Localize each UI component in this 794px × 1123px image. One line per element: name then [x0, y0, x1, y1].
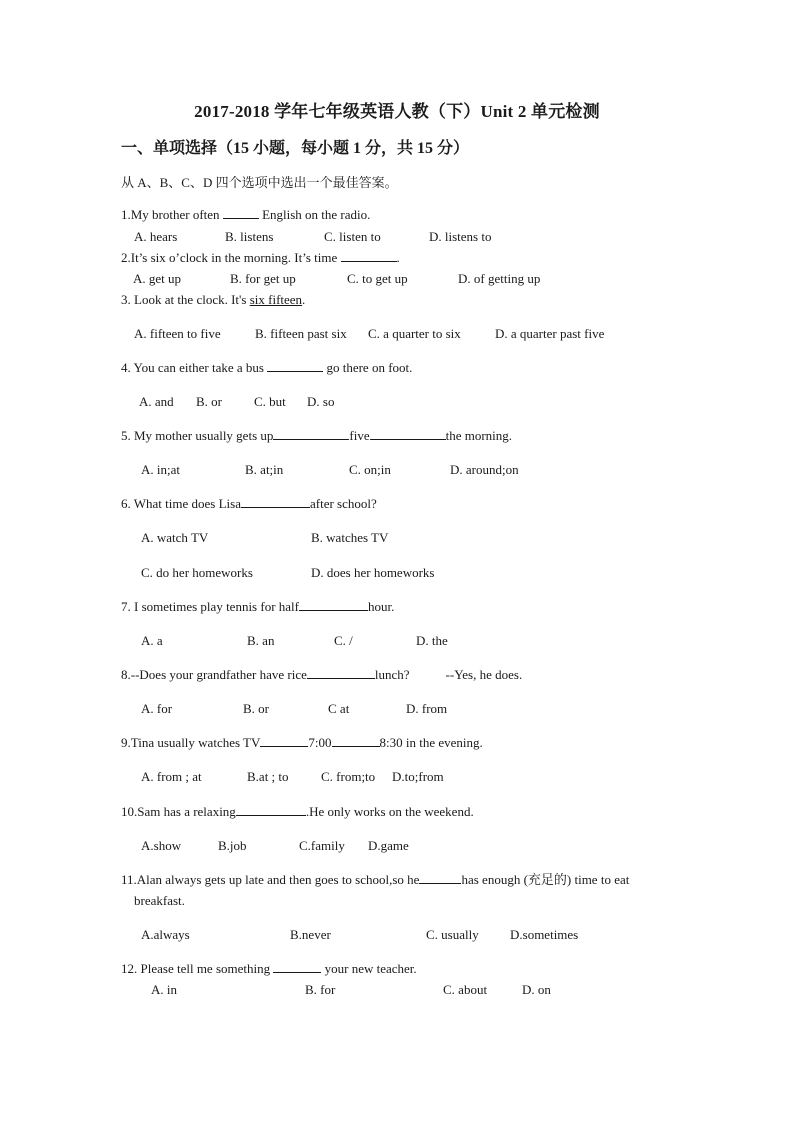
option-d: D.sometimes [510, 927, 579, 942]
q10-text-pre: 10.Sam has a relaxing [121, 804, 236, 819]
option-d: D. of getting up [458, 271, 541, 286]
q1-text-pre: 1.My brother often [121, 207, 223, 222]
q6-text-post: after school? [309, 496, 377, 511]
option-d: D. listens to [429, 229, 492, 244]
option-b: B. for [305, 982, 336, 997]
option-c: C. a quarter to six [368, 326, 461, 341]
option-c: C. from;to [321, 769, 376, 784]
page-title: 2017-2018 学年七年级英语人教（下）Unit 2 单元检测 [194, 102, 600, 121]
option-a: A. in;at [141, 462, 180, 477]
answer-blank [273, 960, 321, 973]
option-a: A. from ; at [141, 769, 202, 784]
q12-text-pre: 12. Please tell me something [121, 961, 274, 976]
option-d: D. so [307, 394, 335, 409]
answer-blank [419, 871, 461, 884]
answer-blank [341, 249, 397, 262]
q6-text-pre: 6. What time does Lisa [121, 496, 241, 511]
q2-text-post: . [396, 250, 400, 265]
option-d: D. on [522, 982, 551, 997]
option-b: B. watches TV [311, 530, 389, 545]
q3-text-post: . [302, 292, 306, 307]
option-c: C. to get up [347, 271, 408, 286]
q1-text-post: English on the radio. [258, 207, 371, 222]
option-c: C at [328, 701, 350, 716]
option-b: B.never [290, 927, 331, 942]
option-c: C.family [299, 838, 345, 853]
option-d: D. the [416, 633, 448, 648]
option-a: A. get up [133, 271, 182, 286]
answer-blank [267, 359, 323, 372]
answer-blank [273, 427, 349, 440]
option-b: B. at;in [245, 462, 284, 477]
q9-text-pre: 9.Tina usually watches TV [121, 735, 261, 750]
option-b: B.job [218, 838, 247, 853]
underlined-phrase: six fifteen [249, 292, 303, 307]
q3-text-pre: 3. Look at the clock. It's [121, 292, 250, 307]
question-5 [121, 427, 512, 445]
option-a: A. fifteen to five [134, 326, 221, 341]
answer-blank [332, 734, 380, 747]
question-9 [121, 734, 483, 752]
question-1 [121, 206, 370, 224]
option-c: C. do her homeworks [141, 565, 253, 580]
question-4 [121, 359, 412, 377]
option-a: A. and [139, 394, 174, 409]
option-c: C. about [443, 982, 488, 997]
option-c: C. but [254, 394, 286, 409]
option-b: B.at ; to [247, 769, 289, 784]
q8-answer-text: --Yes, he does. [445, 667, 523, 682]
option-b: B. listens [225, 229, 274, 244]
option-d: D. does her homeworks [311, 565, 435, 580]
option-c: C. usually [426, 927, 479, 942]
question-12 [121, 960, 417, 978]
option-c: C. / [334, 633, 353, 648]
answer-blank [370, 427, 446, 440]
question-10 [121, 803, 474, 821]
answer-blank [223, 206, 259, 219]
question-6 [121, 495, 377, 513]
option-a: A. hears [134, 229, 178, 244]
q5-text-post: the morning. [445, 428, 513, 443]
q10-text-post: .He only works on the weekend. [305, 804, 474, 819]
option-c: C. on;in [349, 462, 391, 477]
q11-text-pre: 11.Alan always gets up late and then goes to school,so he [121, 872, 420, 887]
option-d: D. around;on [450, 462, 519, 477]
q5-text-mid: five [349, 428, 370, 443]
q8-text-pre: 8.--Does your grandfather have rice [121, 667, 307, 682]
option-d: D. a quarter past five [495, 326, 605, 341]
option-a: A. a [141, 633, 163, 648]
q11-text-post: has enough (充足的) time to eat [461, 872, 630, 887]
option-d: D.to;from [392, 769, 444, 784]
q9-text-mid: 7:00 [308, 735, 332, 750]
option-a: A. in [151, 982, 177, 997]
option-a: A.always [141, 927, 190, 942]
section-heading: 一、单项选择（15 小题，每小题 1 分，共 15 分） [121, 140, 470, 157]
question-7 [121, 598, 394, 616]
q4-text-pre: 4. You can either take a bus [121, 360, 268, 375]
option-a: A. for [141, 701, 173, 716]
option-a: A.show [141, 838, 182, 853]
option-d: D.game [368, 838, 409, 853]
question-11-continued: breakfast. [134, 893, 185, 908]
q2-text-pre: 2.It’s six o’clock in the morning. It’s time [121, 250, 341, 265]
answer-blank [236, 803, 306, 816]
option-b: B. an [247, 633, 275, 648]
q7-text-pre: 7. I sometimes play tennis for half [121, 599, 299, 614]
q8-text-post: lunch? [374, 667, 410, 682]
question-11 [121, 871, 629, 889]
answer-blank [307, 666, 375, 679]
answer-blank [299, 598, 368, 611]
option-c: C. listen to [324, 229, 381, 244]
question-8 [121, 666, 522, 684]
option-b: B. or [243, 701, 269, 716]
q5-text-pre: 5. My mother usually gets up [121, 428, 274, 443]
instruction: 从 A、B、C、D 四个选项中选出一个最佳答案。 [121, 175, 398, 190]
q12-text-post: your new teacher. [321, 961, 417, 976]
option-b: B. fifteen past six [255, 326, 347, 341]
q4-text-post: go there on foot. [323, 360, 413, 375]
answer-blank [241, 495, 310, 508]
option-a: A. watch TV [141, 530, 209, 545]
q9-text-post: 8:30 in the evening. [379, 735, 483, 750]
answer-blank [260, 734, 308, 747]
option-b: B. or [196, 394, 222, 409]
question-3 [121, 291, 305, 309]
question-2 [121, 249, 400, 267]
option-d: D. from [406, 701, 448, 716]
option-b: B. for get up [230, 271, 296, 286]
q7-text-post: hour. [368, 599, 395, 614]
